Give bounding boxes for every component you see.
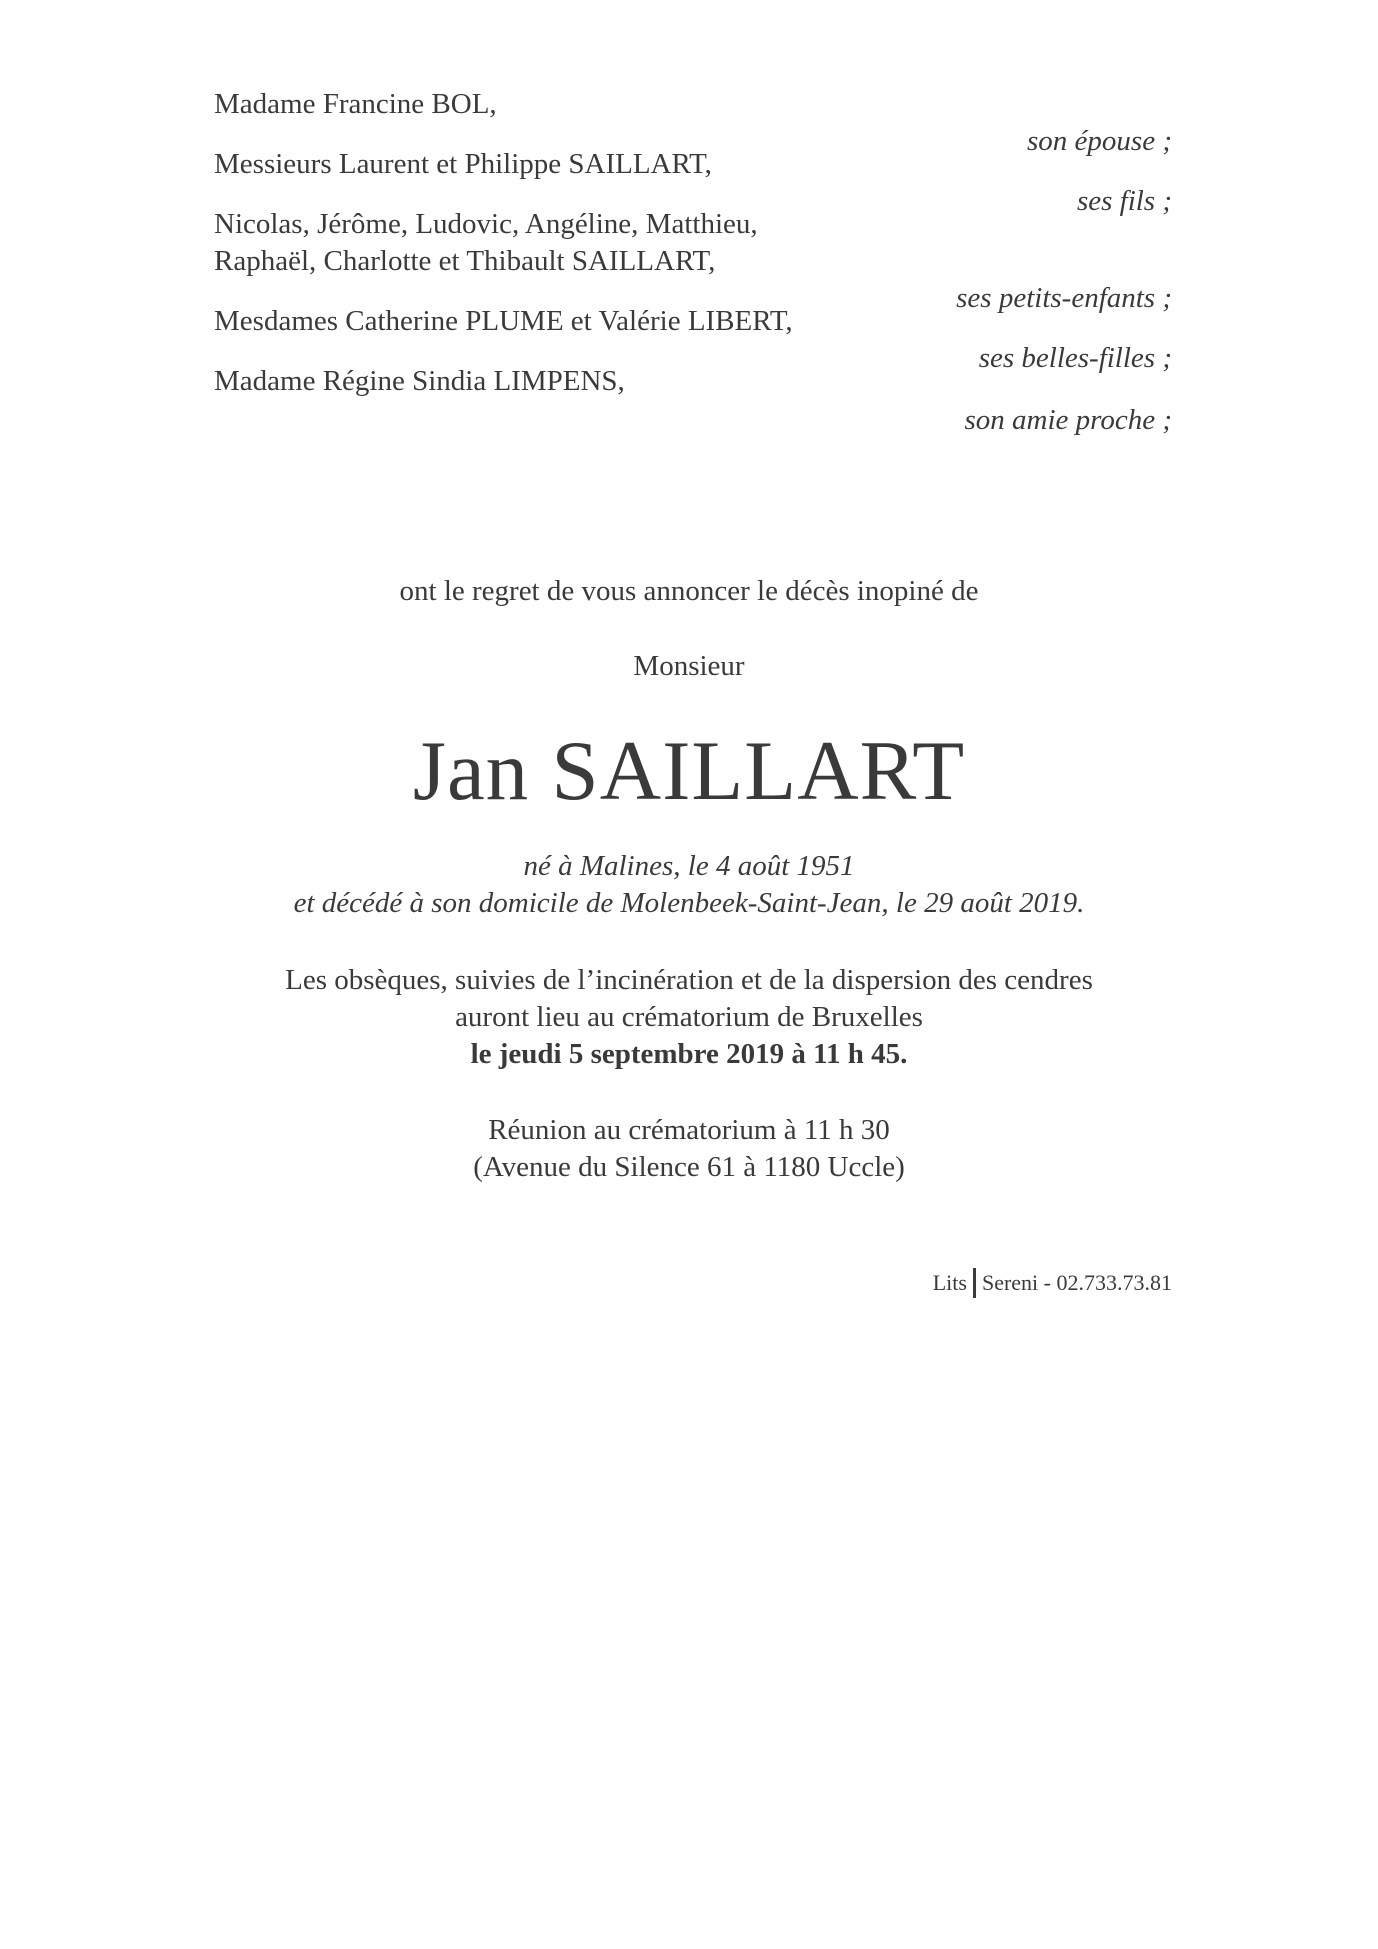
- meeting-line-1: Réunion au crématorium à 11 h 30: [488, 1114, 890, 1146]
- family-names: Raphaël, Charlotte et Thibault SAILLART,: [214, 245, 716, 277]
- deceased-name: Jan SAILLART: [412, 724, 966, 818]
- family-role: ses petits-enfants ;: [956, 282, 1172, 314]
- meeting-details: [0, 1112, 1378, 1186]
- family-role: ses belles-filles ;: [978, 342, 1172, 374]
- brand-left: Lits: [932, 1270, 967, 1295]
- family-names: Nicolas, Jérôme, Ludovic, Angéline, Matthieu,: [214, 208, 758, 240]
- meeting-address: (Avenue du Silence 61 à 1180 Uccle): [473, 1151, 905, 1183]
- funeral-line-1: Les obsèques, suivies de l’incinération et de la dispersion des cendres: [285, 964, 1093, 996]
- family-role: ses fils ;: [1076, 185, 1172, 217]
- family-names: Madame Régine Sindia LIMPENS,: [214, 365, 625, 397]
- brand-divider: [973, 1268, 976, 1298]
- family-names: Madame Francine BOL,: [214, 88, 497, 120]
- family-list: [214, 86, 1172, 439]
- birth-line: né à Malines, le 4 août 1951: [523, 850, 855, 882]
- life-dates: [0, 848, 1378, 922]
- funeral-home-footer: [933, 1268, 1172, 1298]
- funeral-line-2: auront lieu au crématorium de Bruxelles: [455, 1001, 923, 1033]
- announcement-text: ont le regret de vous annoncer le décès inopiné de: [399, 575, 979, 607]
- brand-right: Sereni - 02.733.73.81: [981, 1270, 1172, 1295]
- family-role: son amie proche ;: [964, 404, 1172, 436]
- family-role: son épouse ;: [1027, 125, 1172, 157]
- family-entry-grandchildren: [214, 206, 1172, 317]
- death-line: et décédé à son domicile de Molenbeek-Saint-Jean, le 29 août 2019.: [293, 887, 1085, 919]
- funeral-datetime: le jeudi 5 septembre 2019 à 11 h 45.: [470, 1038, 908, 1070]
- honorific: Monsieur: [633, 650, 745, 682]
- funeral-details: [0, 962, 1378, 1073]
- family-names: Messieurs Laurent et Philippe SAILLART,: [214, 148, 712, 180]
- family-names: Mesdames Catherine PLUME et Valérie LIBERT,: [214, 305, 793, 337]
